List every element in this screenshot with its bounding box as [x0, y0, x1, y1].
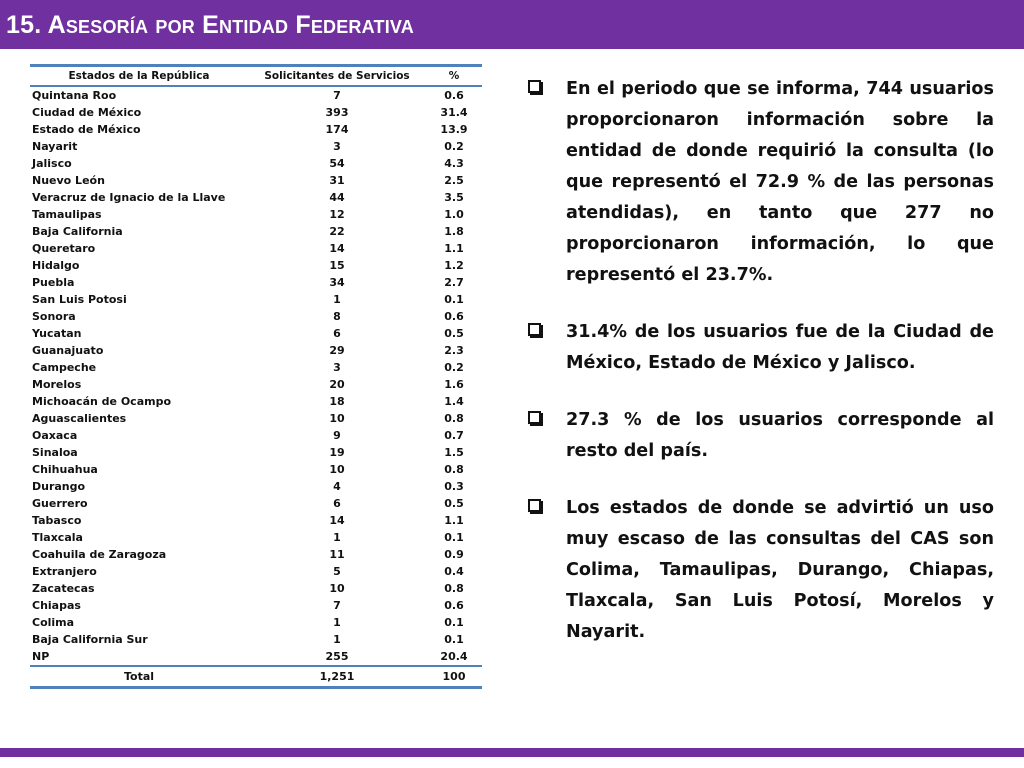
row-state: Hidalgo [32, 259, 80, 272]
table-row [30, 359, 482, 376]
row-count: 1 [333, 616, 341, 629]
row-percent: 0.6 [444, 310, 464, 323]
row-state: Estado de México [32, 123, 141, 136]
table-row [30, 580, 482, 597]
row-count: 9 [333, 429, 341, 442]
table-row [30, 86, 482, 104]
table-body [30, 86, 482, 666]
row-percent: 0.1 [444, 531, 464, 544]
row-count: 1 [333, 633, 341, 646]
states-table-container [30, 64, 482, 689]
row-percent: 0.4 [444, 565, 464, 578]
row-count: 7 [333, 89, 341, 102]
row-count: 19 [329, 446, 345, 459]
row-count: 3 [333, 361, 341, 374]
page-title: 15. Asesoría por Entidad Federativa [6, 11, 414, 39]
bullet-item [524, 317, 994, 379]
table-row [30, 121, 482, 138]
row-percent: 1.1 [444, 514, 464, 527]
row-percent: 0.1 [444, 616, 464, 629]
row-state: Puebla [32, 276, 75, 289]
row-percent: 0.8 [444, 412, 464, 425]
table-row [30, 172, 482, 189]
row-count: 54 [329, 157, 345, 170]
table-row [30, 138, 482, 155]
row-state: Queretaro [32, 242, 96, 255]
table-row [30, 597, 482, 614]
checkbox-bullet-icon [528, 411, 541, 424]
row-state: Nuevo León [32, 174, 105, 187]
row-percent: 0.3 [444, 480, 464, 493]
table-row [30, 376, 482, 393]
row-percent: 3.5 [444, 191, 464, 204]
row-count: 10 [329, 582, 345, 595]
row-percent: 0.9 [444, 548, 464, 561]
row-state: Guerrero [32, 497, 88, 510]
row-percent: 1.8 [444, 225, 464, 238]
row-state: Jalisco [32, 157, 72, 170]
row-count: 1 [333, 531, 341, 544]
row-state: Ciudad de México [32, 106, 142, 119]
row-percent: 0.7 [444, 429, 464, 442]
row-count: 14 [329, 242, 345, 255]
row-count: 20 [329, 378, 345, 391]
table-row [30, 274, 482, 291]
row-state: Baja California Sur [32, 633, 148, 646]
row-percent: 31.4 [440, 106, 468, 119]
table-row [30, 410, 482, 427]
row-percent: 0.8 [444, 582, 464, 595]
bullet-text: En el periodo que se informa, 744 usuarios proporcionaron información sobre la entidad de donde requirió la consulta (lo que representó el 72.9 % de las personas atendidas), en tanto que 277 no proporcionaron información, lo que representó el 23.7%. [566, 79, 994, 285]
header-bar [0, 0, 1024, 49]
row-percent: 0.5 [444, 327, 464, 340]
table-row [30, 342, 482, 359]
total-percent: 100 [426, 666, 482, 688]
bullet-item [524, 74, 994, 291]
row-percent: 4.3 [444, 157, 464, 170]
row-count: 10 [329, 463, 345, 476]
row-state: Sonora [32, 310, 76, 323]
bullet-item [524, 493, 994, 648]
table-row [30, 563, 482, 580]
table-row [30, 648, 482, 666]
bullet-text: 27.3 % de los usuarios corresponde al resto del país. [566, 410, 994, 461]
row-count: 8 [333, 310, 341, 323]
row-state: Veracruz de Ignacio de la Llave [32, 191, 226, 204]
row-state: Yucatan [32, 327, 82, 340]
table-row [30, 189, 482, 206]
row-percent: 1.4 [444, 395, 464, 408]
table-row [30, 478, 482, 495]
row-percent: 0.2 [444, 140, 464, 153]
row-count: 4 [333, 480, 341, 493]
table-row [30, 291, 482, 308]
row-state: Tamaulipas [32, 208, 102, 221]
row-count: 6 [333, 327, 341, 340]
row-state: Chihuahua [32, 463, 98, 476]
row-state: Tlaxcala [32, 531, 83, 544]
row-percent: 1.1 [444, 242, 464, 255]
checkbox-bullet-icon [528, 323, 541, 336]
row-percent: 0.8 [444, 463, 464, 476]
row-state: Durango [32, 480, 86, 493]
row-state: Quintana Roo [32, 89, 117, 102]
row-count: 6 [333, 497, 341, 510]
row-count: 18 [329, 395, 345, 408]
row-count: 5 [333, 565, 341, 578]
row-count: 10 [329, 412, 345, 425]
table-row [30, 206, 482, 223]
row-percent: 0.1 [444, 633, 464, 646]
table-row [30, 461, 482, 478]
table-row [30, 529, 482, 546]
row-percent: 0.1 [444, 293, 464, 306]
checkbox-bullet-icon [528, 499, 541, 512]
row-state: San Luis Potosi [32, 293, 127, 306]
row-state: Nayarit [32, 140, 78, 153]
row-state: Campeche [32, 361, 97, 374]
states-table [30, 64, 482, 689]
header-percent: % [426, 66, 482, 87]
row-count: 255 [248, 648, 426, 666]
row-state: Aguascalientes [32, 412, 127, 425]
table-row [30, 614, 482, 631]
row-state: Zacatecas [32, 582, 95, 595]
table-row [30, 512, 482, 529]
bullet-item [524, 405, 994, 467]
bullet-text: 31.4% de los usuarios fue de la Ciudad de México, Estado de México y Jalisco. [566, 322, 994, 373]
footer-bar [0, 748, 1024, 757]
row-percent: 0.6 [444, 599, 464, 612]
row-state: Michoacán de Ocampo [32, 395, 172, 408]
row-percent: 13.9 [440, 123, 468, 136]
row-state: Sinaloa [32, 446, 78, 459]
table-row [30, 427, 482, 444]
row-count: 31 [329, 174, 345, 187]
row-state: Morelos [32, 378, 82, 391]
table-row [30, 257, 482, 274]
row-count: 22 [329, 225, 345, 238]
row-state: Coahuila de Zaragoza [32, 548, 167, 561]
row-percent: 2.3 [444, 344, 464, 357]
row-percent: 0.2 [444, 361, 464, 374]
table-row [30, 240, 482, 257]
row-count: 11 [329, 548, 345, 561]
total-label: Total [30, 666, 248, 688]
table-header-row [30, 66, 482, 87]
row-count: 393 [325, 106, 349, 119]
row-percent: 1.6 [444, 378, 464, 391]
row-state: Chiapas [32, 599, 81, 612]
row-count: 1 [333, 293, 341, 306]
row-percent: 0.6 [444, 89, 464, 102]
bullet-text: Los estados de donde se advirtió un uso muy escaso de las consultas del CAS son Colima, Tamaulipas, Durango, Chiapas, Tlaxcala, San Luis Potosí, Morelos y Nayarit. [566, 498, 994, 642]
checkbox-bullet-icon [528, 80, 541, 93]
row-percent: 0.5 [444, 497, 464, 510]
row-count: 12 [329, 208, 345, 221]
row-percent: 20.4 [426, 648, 482, 666]
table-row [30, 308, 482, 325]
row-percent: 1.0 [444, 208, 464, 221]
header-requesters: Solicitantes de Servicios [248, 66, 426, 87]
row-count: 44 [329, 191, 345, 204]
row-count: 7 [333, 599, 341, 612]
row-state: Extranjero [32, 565, 97, 578]
row-count: 3 [333, 140, 341, 153]
table-total-row [30, 666, 482, 688]
table-row [30, 104, 482, 121]
table-row [30, 546, 482, 563]
total-count: 1,251 [248, 666, 426, 688]
row-count: 29 [329, 344, 345, 357]
row-percent: 1.2 [444, 259, 464, 272]
row-state: Colima [32, 616, 75, 629]
row-percent: 2.7 [444, 276, 464, 289]
row-state: Oaxaca [32, 429, 78, 442]
row-count: 15 [329, 259, 345, 272]
table-row [30, 393, 482, 410]
row-percent: 1.5 [444, 446, 464, 459]
row-count: 14 [329, 514, 345, 527]
row-count: 34 [329, 276, 345, 289]
table-row [30, 495, 482, 512]
header-states: Estados de la República [30, 66, 248, 87]
table-row [30, 631, 482, 648]
row-percent: 2.5 [444, 174, 464, 187]
row-state: Baja California [32, 225, 123, 238]
bullet-list [524, 74, 994, 674]
row-state: Guanajuato [32, 344, 104, 357]
row-count: 174 [325, 123, 349, 136]
row-state: Tabasco [32, 514, 82, 527]
row-state: NP [30, 648, 248, 666]
table-row [30, 325, 482, 342]
table-row [30, 155, 482, 172]
table-row [30, 223, 482, 240]
table-row [30, 444, 482, 461]
